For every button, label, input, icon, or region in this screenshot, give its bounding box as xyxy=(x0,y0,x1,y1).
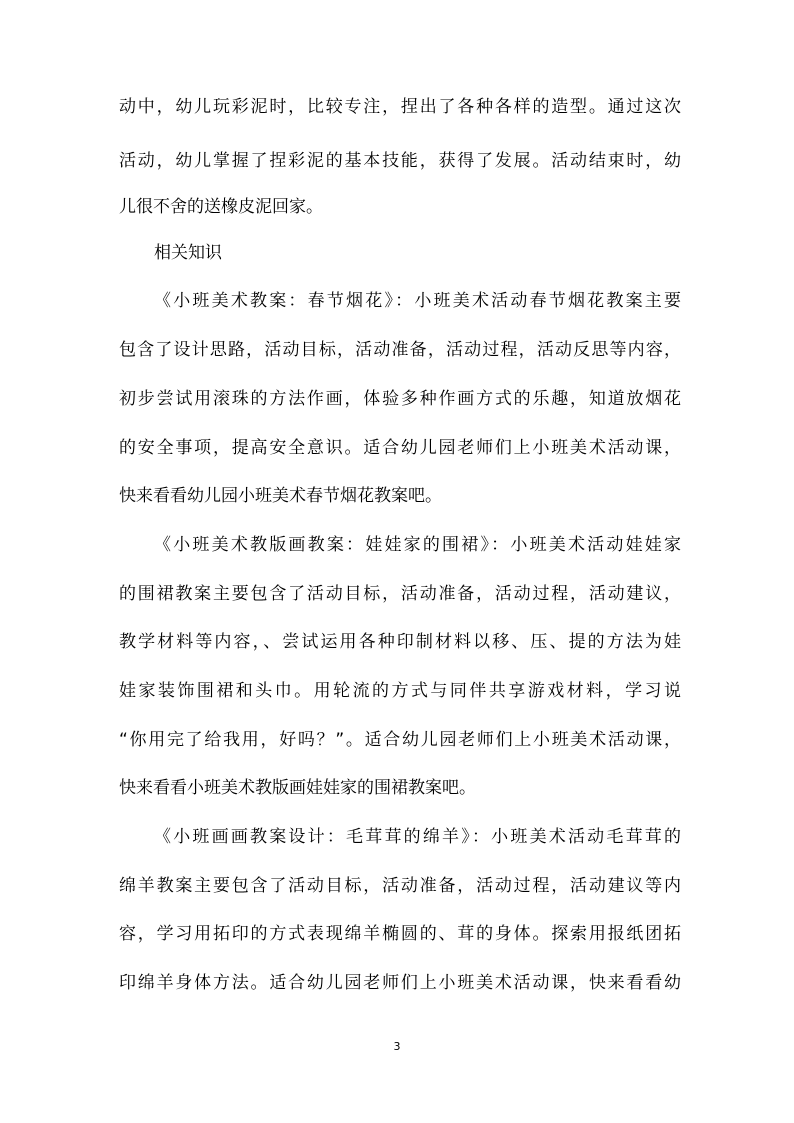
body-text-line: 《小班美术教案：春节烟花》：小班美术活动春节烟花教案主要 xyxy=(154,291,681,311)
body-text-line: 的安全事项，提高安全意识。适合幼儿园老师们上小班美术活动课， xyxy=(119,438,681,458)
body-text-line: 儿很不舍的送橡皮泥回家。 xyxy=(119,197,323,217)
body-text-line: 包含了设计思路，活动目标，活动准备，活动过程，活动反思等内容， xyxy=(119,340,681,360)
body-text-line: 《小班画画教案设计：毛茸茸的绵羊》：小班美术活动毛茸茸的 xyxy=(154,827,681,847)
section-heading: 相关知识 xyxy=(154,243,222,263)
body-text-line: 的围裙教案主要包含了活动目标，活动准备，活动过程，活动建议， xyxy=(119,584,681,604)
body-text-line: 绵羊教案主要包含了活动目标，活动准备，活动过程，活动建议等内 xyxy=(119,876,681,896)
body-text-line: 印绵羊身体方法。适合幼儿园老师们上小班美术活动课，快来看看幼 xyxy=(119,973,681,993)
body-text-line: “你用完了给我用，好吗？”。适合幼儿园老师们上小班美术活动课， xyxy=(119,730,681,750)
body-text-line: 容，学习用拓印的方式表现绵羊椭圆的、茸的身体。探索用报纸团拓 xyxy=(119,924,681,944)
body-text-line: 快来看看小班美术教版画娃娃家的围裙教案吧。 xyxy=(119,778,476,798)
body-text-line: 娃家装饰围裙和头巾。用轮流的方式与同伴共享游戏材料，学习说 xyxy=(119,681,681,701)
page-number: 3 xyxy=(393,1040,401,1053)
body-text-line: 动中，幼儿玩彩泥时，比较专注，捏出了各种各样的造型。通过这次 xyxy=(119,97,681,117)
body-text-line: 活动，幼儿掌握了捏彩泥的基本技能，获得了发展。活动结束时，幼 xyxy=(119,151,681,171)
body-text-line: 初步尝试用滚珠的方法作画，体验多种作画方式的乐趣，知道放烟花 xyxy=(119,389,681,409)
body-text-line: 快来看看幼儿园小班美术春节烟花教案吧。 xyxy=(119,486,442,506)
body-text-line: 《小班美术教版画教案：娃娃家的围裙》：小班美术活动娃娃家 xyxy=(154,535,681,555)
body-text-line: 教学材料等内容，、尝试运用各种印制材料以移、压、提的方法为娃 xyxy=(119,632,681,652)
